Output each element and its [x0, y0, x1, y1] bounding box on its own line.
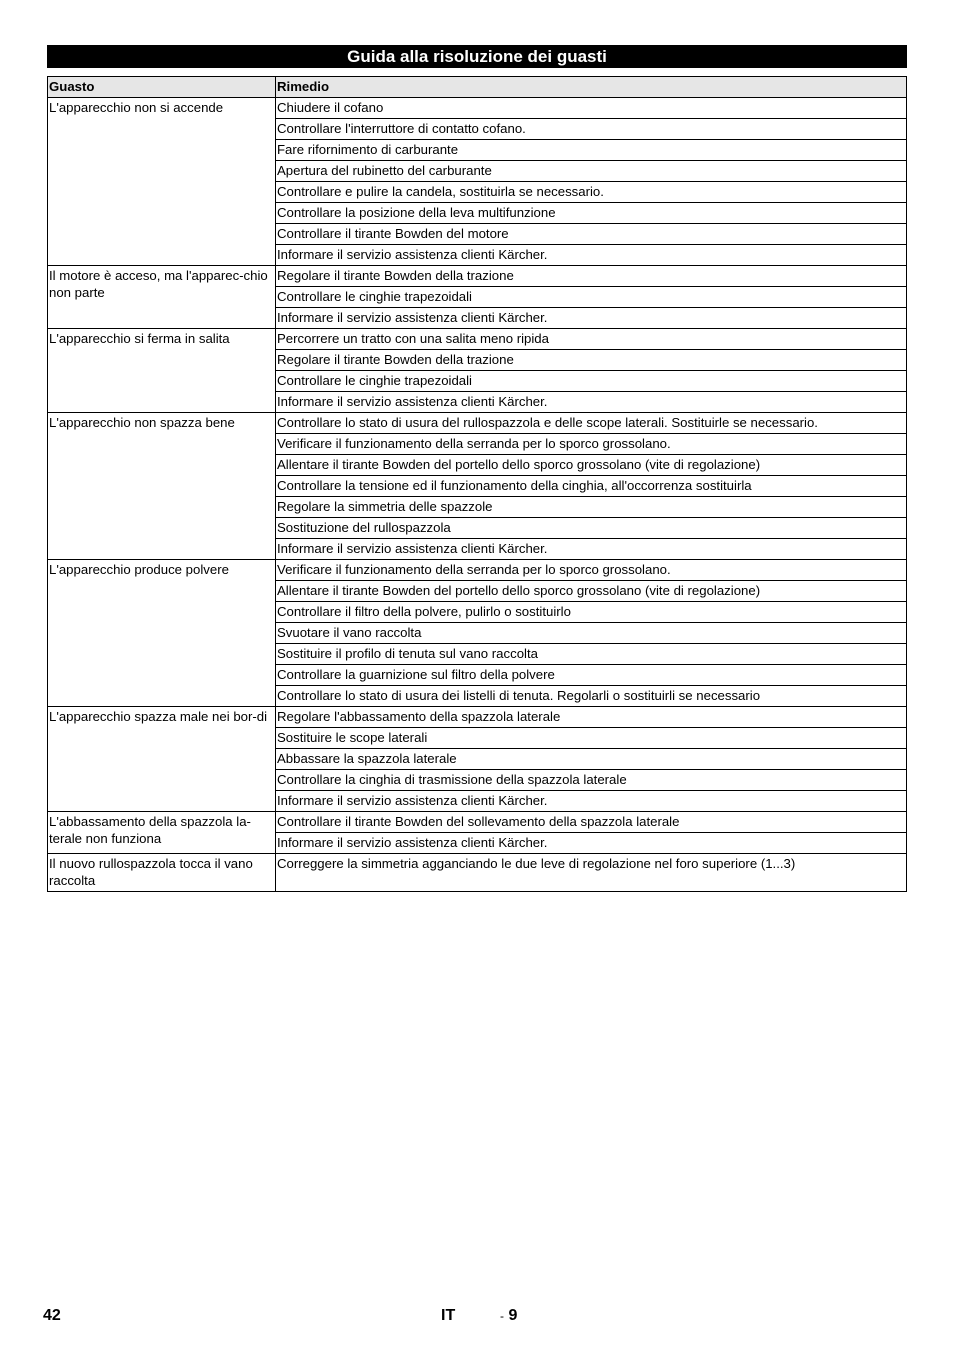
remedy-cell: Sostituire le scope laterali — [276, 728, 907, 749]
remedy-cell: Abbassare la spazzola laterale — [276, 749, 907, 770]
remedy-cell: Informare il servizio assistenza clienti Kärcher. — [276, 392, 907, 413]
language-code: IT — [441, 1307, 456, 1324]
remedy-cell: Controllare il filtro della polvere, pulirlo o sostituirlo — [276, 602, 907, 623]
remedy-cell: Fare rifornimento di carburante — [276, 140, 907, 161]
remedy-cell: Regolare la simmetria delle spazzole — [276, 497, 907, 518]
troubleshooting-table — [47, 76, 907, 892]
remedy-cell: Controllare la posizione della leva multifunzione — [276, 203, 907, 224]
fault-cell: L'apparecchio produce polvere — [48, 560, 276, 707]
remedy-cell: Controllare la tensione ed il funzionamento della cinghia, all'occorrenza sostituirla — [276, 476, 907, 497]
remedy-cell: Controllare il tirante Bowden del sollevamento della spazzola laterale — [276, 812, 907, 833]
sub-page-number — [500, 1307, 517, 1325]
remedy-cell: Controllare il tirante Bowden del motore — [276, 224, 907, 245]
page-number: 42 — [43, 1307, 61, 1324]
fault-cell: L'apparecchio non spazza bene — [48, 413, 276, 560]
remedy-cell: Correggere la simmetria agganciando le due leve di regolazione nel foro superiore (1...3) — [276, 854, 907, 892]
table-header-row — [48, 77, 907, 98]
table-row — [48, 812, 907, 833]
fault-cell: Il nuovo rullospazzola tocca il vano raccolta — [48, 854, 276, 892]
remedy-cell: Svuotare il vano raccolta — [276, 623, 907, 644]
remedy-cell: Informare il servizio assistenza clienti Kärcher. — [276, 833, 907, 854]
remedy-cell: Regolare l'abbassamento della spazzola laterale — [276, 707, 907, 728]
table-row — [48, 560, 907, 581]
table-row — [48, 854, 907, 892]
remedy-cell: Controllare l'interruttore di contatto cofano. — [276, 119, 907, 140]
header-fault: Guasto — [48, 77, 276, 98]
remedy-cell: Controllare le cinghie trapezoidali — [276, 287, 907, 308]
remedy-cell: Regolare il tirante Bowden della trazione — [276, 266, 907, 287]
table-row — [48, 266, 907, 287]
remedy-cell: Controllare le cinghie trapezoidali — [276, 371, 907, 392]
remedy-cell: Verificare il funzionamento della serranda per lo sporco grossolano. — [276, 560, 907, 581]
header-remedy: Rimedio — [276, 77, 907, 98]
remedy-cell: Sostituzione del rullospazzola — [276, 518, 907, 539]
remedy-cell: Informare il servizio assistenza clienti Kärcher. — [276, 791, 907, 812]
remedy-cell: Regolare il tirante Bowden della trazione — [276, 350, 907, 371]
remedy-cell: Informare il servizio assistenza clienti Kärcher. — [276, 308, 907, 329]
remedy-cell: Informare il servizio assistenza clienti Kärcher. — [276, 245, 907, 266]
remedy-cell: Allentare il tirante Bowden del portello dello sporco grossolano (vite di regolazione) — [276, 581, 907, 602]
section-title: Guida alla risoluzione dei guasti — [47, 45, 907, 68]
fault-cell: Il motore è acceso, ma l'apparec-chio non parte — [48, 266, 276, 329]
fault-cell: L'apparecchio si ferma in salita — [48, 329, 276, 413]
remedy-cell: Allentare il tirante Bowden del portello dello sporco grossolano (vite di regolazione) — [276, 455, 907, 476]
fault-cell: L'apparecchio non si accende — [48, 98, 276, 266]
remedy-cell: Controllare e pulire la candela, sostituirla se necessario. — [276, 182, 907, 203]
remedy-cell: Sostituire il profilo di tenuta sul vano raccolta — [276, 644, 907, 665]
remedy-cell: Chiudere il cofano — [276, 98, 907, 119]
remedy-cell: Verificare il funzionamento della serranda per lo sporco grossolano. — [276, 434, 907, 455]
remedy-cell: Controllare lo stato di usura del rullospazzola e delle scope laterali. Sostituirle se necessario. — [276, 413, 907, 434]
table-row — [48, 707, 907, 728]
table-row — [48, 413, 907, 434]
fault-cell: L'abbassamento della spazzola la-terale non funziona — [48, 812, 276, 854]
table-body — [48, 98, 907, 892]
table-row — [48, 98, 907, 119]
remedy-cell: Controllare lo stato di usura dei listelli di tenuta. Regolarli o sostituirli se necessario — [276, 686, 907, 707]
remedy-cell: Controllare la cinghia di trasmissione della spazzola laterale — [276, 770, 907, 791]
remedy-cell: Informare il servizio assistenza clienti Kärcher. — [276, 539, 907, 560]
remedy-cell: Apertura del rubinetto del carburante — [276, 161, 907, 182]
sub-page-dash: - — [500, 1309, 504, 1323]
remedy-cell: Controllare la guarnizione sul filtro della polvere — [276, 665, 907, 686]
fault-cell: L'apparecchio spazza male nei bor-di — [48, 707, 276, 812]
sub-page-value: 9 — [508, 1307, 518, 1324]
table-row — [48, 329, 907, 350]
remedy-cell: Percorrere un tratto con una salita meno ripida — [276, 329, 907, 350]
